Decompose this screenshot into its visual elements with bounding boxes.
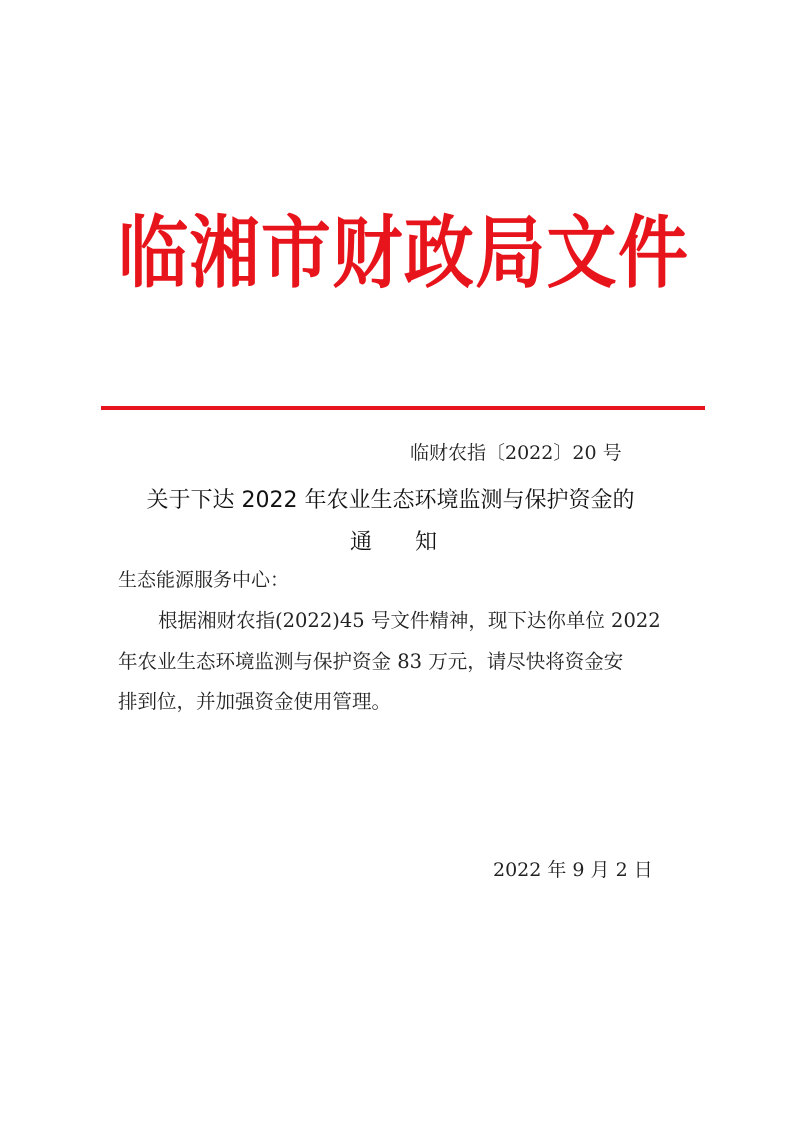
header-char: 局 bbox=[475, 207, 546, 299]
document-number: 临财农指〔2022〕20 号 bbox=[410, 442, 622, 464]
body-text-line: 排到位，并加强资金使用管理。 bbox=[118, 690, 392, 713]
body-text-line: 年农业生态环境监测与保护资金 83 万元，请尽快将资金安 bbox=[118, 650, 624, 673]
notice-title-line1: 关于下达 2022 年农业生态环境监测与保护资金的 bbox=[146, 488, 635, 513]
header-char: 政 bbox=[403, 207, 474, 299]
header-divider bbox=[101, 406, 705, 410]
header-char: 财 bbox=[332, 207, 403, 299]
header-char: 湘 bbox=[189, 207, 260, 299]
issue-date: 2022 年 9 月 2 日 bbox=[493, 859, 653, 881]
header-char: 市 bbox=[260, 207, 331, 299]
header-char: 文 bbox=[546, 207, 617, 299]
issuing-authority-header bbox=[118, 205, 688, 301]
header-char: 临 bbox=[118, 207, 188, 299]
header-char: 件 bbox=[617, 207, 688, 299]
addressee: 生态能源服务中心： bbox=[118, 569, 290, 591]
body-text-line: 根据湘财农指(2022)45 号文件精神，现下达你单位 2022 bbox=[158, 609, 661, 632]
notice-title-line2: 通 知 bbox=[350, 530, 455, 555]
